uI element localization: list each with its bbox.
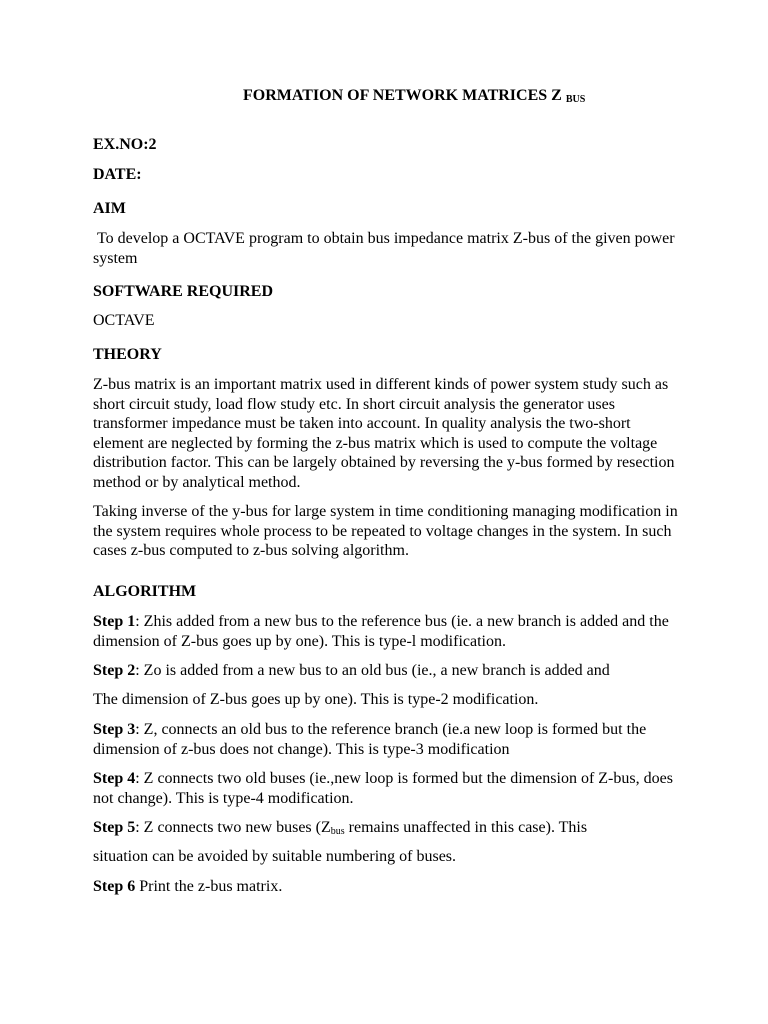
algorithm-step-1 [93,612,678,651]
step-text: Print the z-bus matrix. [135,878,283,895]
algorithm-heading: ALGORITHM [93,583,197,600]
software-text: OCTAVE [93,312,155,329]
theory-heading: THEORY [93,346,162,363]
step-text-continued: remains unaffected in this case). This [344,819,588,836]
software-heading: SOFTWARE REQUIRED [93,283,274,300]
aim-heading: AIM [93,200,126,217]
aim-text: To develop a OCTAVE program to obtain bus impedance matrix Z-bus of the given power system [93,230,679,267]
step-text: : Zhis added from a new bus to the reference bus (ie. a new branch is added and the dimension of Z-bus goes up by one). This is type-l modification. [93,613,669,650]
step-label: Step 4 [93,770,136,787]
step-label: Step 3 [93,721,136,738]
step-text: : Z connects two old buses (ie.,new loop is formed but the dimension of Z-bus, does not change). This is type-4 modification. [93,770,673,807]
algorithm-step-3 [93,720,678,759]
step-label: Step 6 [93,878,136,895]
exercise-number: EX.NO:2 [93,136,157,153]
step-label: Step 5 [93,819,136,836]
step-label: Step 2 [93,662,136,679]
algorithm-step-5-continued: situation can be avoided by suitable numbering of buses. [93,848,457,865]
algorithm-step-5 [93,818,678,842]
date-label: DATE: [93,166,142,183]
title-subscript: BUS [565,94,586,105]
algorithm-step-6 [93,877,678,897]
algorithm-step-2-continued: The dimension of Z-bus goes up by one). This is type-2 modification. [93,691,539,708]
step-text: : Z connects two new buses (Z [135,819,331,836]
theory-paragraph-2: Taking inverse of the y-bus for large system in time conditioning managing modification in the system requires whole process to be repeated to voltage changes in the system. In such cases z-bus computed to z-bus solving algorithm. [93,503,678,560]
step-text: : Z, connects an old bus to the reference branch (ie.a new loop is formed but the dimension of z-bus does not change). This is type-3 modification [93,721,647,758]
page-title [243,86,585,110]
algorithm-step-4 [93,769,678,808]
algorithm-step-2 [93,661,678,681]
step-subscript: bus [330,826,345,837]
theory-paragraph-1: Z-bus matrix is an important matrix used in different kinds of power system study such as short circuit study, load flow study etc. In short circuit analysis the generator uses transformer impedance must be taken into account. In quality analysis the two-short element are neglected by forming the z-bus matrix which is used to compute the voltage distribution factor. This can be largely obtained by reversing the y-bus formed by resection method or by analytical method. [93,376,675,491]
step-text: : Zo is added from a new bus to an old bus (ie., a new branch is added and [135,662,610,679]
step-label: Step 1 [93,613,136,630]
title-main: FORMATION OF NETWORK MATRICES Z [243,87,562,104]
